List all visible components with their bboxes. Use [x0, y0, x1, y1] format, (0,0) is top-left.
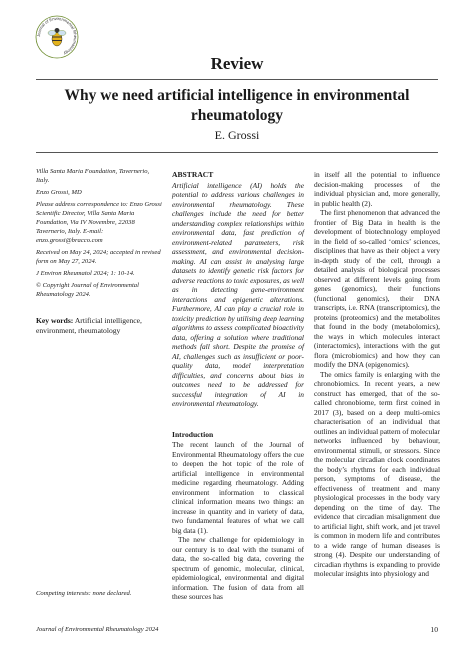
paragraph: The omics family is enlarging with the chronobiomics. In recent years, a new construct has emerged, that of the so-called chronobiome, term first coined in 2017 (3), based on a deep multi-omics characterisation of an individual that outlines an individual pattern of molecular networks influenced by behaviour, environmental stimuli, or stressors. Since the molecular circadian clock coordinates the body’s rhythms for each individual person, symptoms of disease, the effectiveness of treatment and many physiological processes in the body vary depending on the time of day. The evidence that circadian misalignment due to artificial light, shift work, and jet travel is common in modern life and contributes to a wide range of human diseases is strong (4). Despite our understanding of circadian rhythms is expanding to provide molecular insights into physiology and [314, 369, 440, 578]
abstract-text: Artificial intelligence (AI) holds the potential to address various challenges in environmental rheumatology. These challenges include the need for better understanding complex relationships within environmental data, fast prediction of environment-related parameters, risk assessment, and environmental decision-making. AI can assist in analysing large datasets to identify genetic risk factors for adverse reactions to toxic exposures, as well as in detecting gene-environment interactions and epigenetic alterations. Furthermore, AI can play a crucial role in toxicity prediction by utilising deep learning algorithms to assess complicated bioactivity data, offering a solution where traditional methods fall short. Despite the promise of AI, challenges such as insufficient or poor-quality data, model interpretation difficulties, and concerns about bias in outcomes need to be addressed for successful integration of AI in environmental rheumatology. [172, 180, 304, 408]
keywords-block [36, 316, 162, 336]
affiliation-line: Please address correspondence to: Enzo Grossi Scientific Director, Villa Santa Maria Foundation, Via IV Novembre, 22038 Tavernerio, Italy. E-mail: enzo.grossi@bracco.com [36, 201, 162, 244]
keywords-text: Artificial intelligence, environment, rheumatology [36, 316, 142, 335]
intro-heading: Introduction [172, 430, 214, 439]
title-rule-bottom [36, 152, 438, 153]
affiliation-line: J Environ Rheumatol 2024; 1: 10-14. [36, 269, 135, 277]
affiliation-line: Villa Santa Maria Foundation, Tavernerio, Italy. [36, 168, 150, 184]
page-number: 10 [430, 625, 438, 634]
keywords-label: Key words: [36, 316, 74, 325]
affiliation-line: Received on May 24, 2024; accepted in revised form on May 27, 2024. [36, 248, 161, 265]
competing-interests: Competing interests: none declared. [36, 590, 132, 597]
affiliation-block [36, 168, 162, 303]
intro-body [172, 440, 304, 602]
paragraph: in itself all the potential to influence decision-making processes of the individual physician and, more generally, in public health (2). [314, 170, 440, 208]
title-rule-top [36, 79, 438, 80]
body-column-1 [172, 170, 304, 601]
paragraph: The recent launch of the Journal of Environmental Rheumatology offers the cue to deepen the hot topic of the role of artificial intelligence in environmental medicine regarding rheumatology. Adding environment information to classical clinical information means two things: an increase in quantity and in variety of data, two fundamental features of what we call big data (1). [172, 440, 304, 535]
logo-ring-text: Journal of Environmental Rheumatology [35, 15, 79, 57]
body-column-2 [314, 170, 440, 579]
abstract-heading: ABSTRACT [172, 170, 214, 179]
bee-icon [48, 28, 66, 46]
article-title: Why we need artificial intelligence in environmental rheumatology [64, 87, 410, 124]
affiliation-line: © Copyright Journal of Environmental Rheumatology 2024. [36, 282, 139, 299]
affiliation-line: Enzo Grossi, MD [36, 189, 82, 197]
paragraph: The new challenge for epidemiology in our century is to deal with the tsunami of data, the so-called big data, covering the spectrum of genomic, molecular, clinical, epidemiological, environmental and digital information. The fusion of data from all these sources has [172, 535, 304, 601]
paragraph: The first phenomenon that advanced the frontier of Big Data in health is the development of biotechnology employed in the field of so-called ‘omics’ sciences, disciplines that have as their object a very in-depth study of the cell, through a detailed analysis of biological processes observed at different levels going from genes (genomics), their functions (functional genomics), their DNA transcripts, i.e. RNA (transcriptomics), the proteins (proteomics) and the metabolites that found in the body (metabolomics), the ways in which molecules interact (interactomics), interactions with the gut flora (microbiomics) and how they can modify the DNA (epigenomics). [314, 208, 440, 369]
footer-journal: Journal of Environmental Rheumatology 2024 [36, 626, 159, 633]
author-name: E. Grossi [214, 128, 260, 142]
section-label: Review [210, 54, 264, 73]
